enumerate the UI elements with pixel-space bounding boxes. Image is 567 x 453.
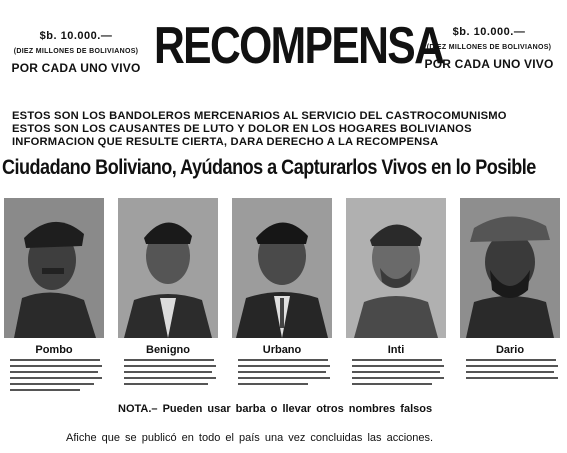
portrait-pombo	[4, 198, 104, 338]
statement-line-2: ESTOS SON LOS CAUSANTES DE LUTO Y DOLOR EN LOS HOGARES BOLIVIANOS	[12, 123, 472, 135]
reward-right	[416, 26, 562, 71]
nota-line: NOTA.– Pueden usar barba o llevar otros nombres falsos	[118, 403, 433, 415]
reward-left	[6, 30, 146, 75]
reward-left-amount: $b. 10.000.—	[39, 30, 113, 42]
poster-title: RECOMPENSA	[154, 17, 444, 75]
description-texture	[0, 356, 567, 396]
reward-left-words: (DIEZ MILLONES DE BOLIVIANOS)	[13, 48, 139, 55]
reward-right-per: POR CADA UNO VIVO	[424, 57, 554, 71]
name-inti: Inti	[387, 344, 405, 356]
reward-left-per: POR CADA UNO VIVO	[11, 61, 141, 75]
name-dario: Dario	[495, 344, 525, 356]
portrait-urbano	[232, 198, 332, 338]
footer-caption: Afiche que se publicó en todo el país una vez concluidas las acciones.	[66, 432, 434, 444]
name-pombo: Pombo	[35, 344, 73, 356]
name-benigno: Benigno	[146, 344, 190, 356]
portrait-inti	[346, 198, 446, 338]
name-urbano: Urbano	[262, 344, 302, 356]
poster-statements	[12, 110, 507, 149]
statement-line-1: ESTOS SON LOS BANDOLEROS MERCENARIOS AL SERVICIO DEL CASTROCOMUNISMO	[12, 110, 507, 122]
portrait-dario	[460, 198, 560, 338]
poster-headline: Ciudadano Boliviano, Ayúdanos a Capturarlos Vivos en lo Posible	[2, 156, 536, 179]
statement-line-3: INFORMACION QUE RESULTE CIERTA, DARA DERECHO A LA RECOMPENSA	[12, 136, 439, 148]
reward-right-words: (DIEZ MILLONES DE BOLIVIANOS)	[426, 44, 552, 51]
reward-right-amount: $b. 10.000.—	[452, 26, 526, 38]
portrait-benigno	[118, 198, 218, 338]
